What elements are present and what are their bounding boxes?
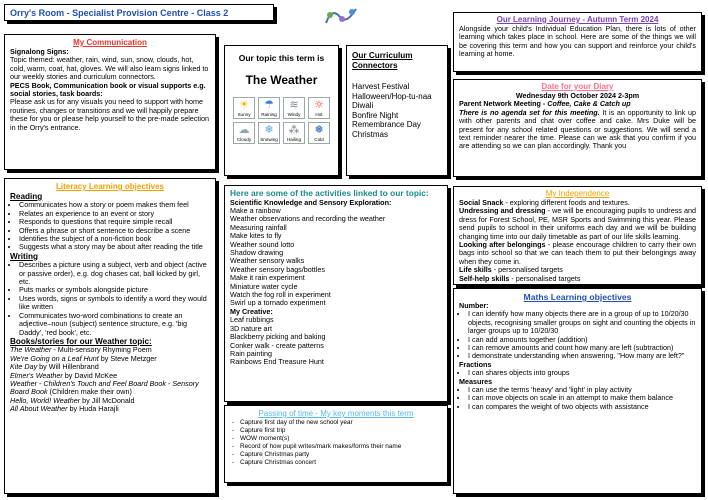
science-activity-item: Watch the fog roll in experiment	[230, 290, 331, 300]
wind-icon: ≋	[289, 98, 299, 111]
weather-symbol	[258, 122, 280, 144]
reading-item: • Responds to questions that require simple recall	[19, 218, 210, 226]
weather-symbol-label: Raining	[261, 112, 277, 117]
writing-item: • Describes a picture using a subject, verb and object (active or passive order), e.g. dog chases cat, ball kicked by girl, etc.	[19, 261, 210, 286]
topic-intro: Our topic this term is	[238, 53, 325, 63]
independence-label: Life skills	[459, 265, 492, 275]
fractions-item: • I can shares objects into groups	[468, 369, 696, 377]
independence-label: Social Snack	[459, 198, 504, 207]
weather-symbol-label: Windy	[287, 112, 301, 117]
science-activity-item: Swirl up a tornado experiment	[230, 298, 326, 308]
cold-icon: ❅	[314, 123, 324, 136]
weather-symbol	[258, 97, 280, 119]
creative-activity-item: Leaf rubbings	[230, 315, 274, 325]
learning-journey-panel	[453, 12, 702, 72]
independence-text: - personalised targets	[491, 265, 563, 275]
science-activity-item: Weather sensory walks	[230, 256, 305, 266]
writing-list	[10, 261, 210, 337]
science-title: Scientific Knowledge and Sensory Exploration:	[230, 197, 392, 207]
writing-title: Writing	[10, 251, 39, 261]
books-title: Books/stories for our Weather topic:	[10, 336, 152, 346]
moments-list	[230, 419, 442, 467]
independence-label: Self-help skills	[459, 273, 510, 283]
communication-panel	[4, 34, 216, 170]
science-activity-item: Make it rain experiment	[230, 273, 305, 283]
weather-symbol	[308, 122, 330, 144]
number-item: • I can add amounts together (addition)	[468, 336, 696, 344]
moments-heading: Passing of time - My key moments this term	[258, 409, 414, 418]
header-illustration	[322, 3, 360, 31]
signalong-title: Signalong Signs:	[10, 47, 69, 56]
connectors-list	[352, 82, 442, 140]
creative-activity-item: Blackberry picking and baking	[230, 332, 326, 342]
book-author: by Jill McDonald	[80, 395, 135, 405]
journey-heading: Our Learning Journey - Autumn Term 2024	[496, 15, 659, 24]
number-item: • I can remove amounts and count how many are left (subtraction)	[468, 344, 696, 352]
independence-label: Looking after belongings	[459, 240, 546, 250]
creative-activity-item: 3D nature art	[230, 323, 272, 333]
independence-label: Undressing and dressing	[459, 206, 546, 216]
pecs-title: PECS Book, Communication book or visual supports e.g. social stories, task boards:	[10, 80, 206, 99]
topic-name: The Weather	[245, 73, 318, 87]
connector-item: Bonfire Night	[352, 110, 399, 120]
page-title: Orry's Room - Specialist Provision Centre - Class 2	[10, 8, 229, 18]
reading-item: • Suggests what a story may be about after reading the title	[19, 243, 210, 251]
diary-agenda: There is no agenda set for this meeting.	[459, 107, 600, 117]
activities-panel	[224, 185, 448, 402]
reading-item: • Offers a phrase or short sentence to describe a scene	[19, 227, 210, 235]
creative-activity-item: Conker walk - create patterns	[230, 340, 324, 350]
book-title: We're Going on a Leaf Hunt	[10, 353, 99, 363]
book-author: by David McKee	[62, 370, 118, 380]
science-activity-item: Measuring rainfall	[230, 222, 287, 232]
connectors-heading: Our Curriculum Connectors	[352, 51, 413, 70]
moment-item: - Capture first day of the new school year	[240, 419, 442, 427]
number-title: Number:	[459, 301, 489, 310]
fractions-title: Fractions	[459, 359, 492, 369]
independence-item	[459, 275, 696, 283]
book-item	[10, 405, 210, 413]
pecs-text: Please ask us for any visuals you need to support with home routines, changes or transitions and we will happily prepare these for you or please help yourself to the pre-made selection in the Orry's entrance.	[10, 97, 209, 132]
book-item	[10, 380, 210, 397]
header-banner	[4, 4, 274, 21]
science-activity-item: Weather sound lotto	[230, 239, 295, 249]
measures-item: • I can compares the weight of two objects with assistance	[468, 403, 696, 411]
independence-heading: My Independence	[545, 189, 610, 198]
moment-item: - Record of how pupil writes/mark makes/forms their name	[240, 443, 442, 451]
diary-event-title: Parent Network Meeting -	[459, 99, 548, 109]
moment-item: - Capture first trip	[240, 427, 442, 435]
connector-item: Harvest Festival	[352, 82, 410, 91]
diary-heading: Date for your Diary	[541, 82, 614, 91]
book-author: by Steve Metzger	[98, 353, 157, 363]
science-activity-item: Shadow drawing	[230, 248, 284, 258]
creative-list	[230, 316, 442, 366]
writing-item: • Uses words, signs or symbols to identify a word they would like written	[19, 295, 210, 312]
diary-date: Wednesday 9th October 2024 2-3pm	[515, 91, 640, 100]
writing-item: • Puts marks or symbols alongside picture	[19, 286, 210, 294]
hot-icon: ☼	[314, 98, 324, 111]
weather-symbol	[283, 97, 305, 119]
literacy-heading: Literacy Learning objectives	[55, 182, 165, 191]
moments-panel	[224, 405, 448, 483]
weather-symbol-label: Hot	[315, 112, 323, 117]
science-activity-item: Make a rainbow	[230, 206, 281, 215]
creative-activity-item: Rainbows End Treasure Hunt	[230, 357, 324, 367]
diary-text: It is an opportunity to link up with other parents and chat over coffee and cake. Mrs Duke will be present for any school related questions or suggestions. We will send a text reminder nearer the time. Please can we ask that you confirm if you are attending so we can plan accordingly. Thank you	[459, 107, 697, 151]
science-list	[230, 207, 442, 308]
reading-item: • Communicates how a story or poem makes them feel	[19, 201, 210, 209]
weather-symbol-label: Sunny	[237, 112, 251, 117]
signalong-text: Topic themed: weather, rain, wind, sun, snow, clouds, hot, cold, warm, coat, hat, gloves. We will also learn signs linked to our weekly stories and curriculum connectors.	[10, 55, 209, 82]
topic-panel	[224, 45, 339, 176]
weather-symbol-label: Snowing	[260, 137, 278, 142]
reading-item: • Relates an experience to an event or story	[19, 210, 210, 218]
book-title: Weather - Children's Touch and Feel Board Book - Sensory Board Book	[10, 378, 199, 397]
moment-item: - Capture Christmas party	[240, 451, 442, 459]
independence-list	[459, 199, 696, 283]
science-activity-item: Make kites to fly	[230, 231, 282, 241]
diary-body	[459, 100, 696, 150]
literacy-panel	[4, 178, 216, 494]
rain-icon: ☂	[264, 98, 274, 111]
creative-activity-item: Rain painting	[230, 348, 272, 358]
weather-symbol-label: Cloudy	[236, 137, 252, 142]
book-title: Elmer's Weather	[10, 370, 63, 380]
number-item: • I demonstrate understanding when answering, "How many are left?"	[468, 352, 696, 360]
snow-icon: ❄	[264, 123, 274, 136]
book-title: Kite Day	[10, 362, 38, 372]
maths-heading: Maths Learning objectives	[523, 292, 632, 302]
book-title: All About Weather	[10, 404, 68, 414]
fractions-list	[459, 369, 696, 377]
weather-symbol	[308, 97, 330, 119]
weather-symbol	[233, 97, 255, 119]
independence-panel	[453, 186, 702, 285]
book-author: by Will Hillenbrand	[37, 362, 99, 372]
science-activity-item: Weather sensory bags/bottles	[230, 264, 325, 274]
reading-title: Reading	[10, 192, 43, 201]
book-title: Hello, World! Weather	[10, 395, 81, 405]
book-author: - Multi-sensory Rhyming Poem	[51, 345, 152, 355]
science-activity-item: Weather observations and recording the weather	[230, 214, 386, 224]
independence-text: - please encourage children to carry their own bags into school so that we can teach them to put their belongings away when they come in.	[459, 240, 696, 266]
writing-item: • Communicates two-word combinations to create an adjective–noun (subject) sentence structure, e.g. 'big Daddy', 'red book', etc.	[19, 312, 210, 337]
measures-item: • I can move objects on scale in an attempt to make them balance	[468, 394, 696, 402]
communication-heading: My Communication	[73, 38, 147, 47]
weather-symbol-grid	[229, 97, 334, 144]
science-activity-item: Miniature water cycle	[230, 281, 298, 291]
hail-icon: ⁂	[288, 123, 300, 136]
reading-list	[10, 201, 210, 251]
independence-item	[459, 207, 696, 241]
activities-heading: Here are some of the activities linked to our topic:	[230, 188, 429, 198]
book-author: by Huda Harajli	[67, 404, 119, 414]
moment-item: - Capture Christmas concert	[240, 459, 442, 467]
book-title: The Weather	[10, 345, 52, 355]
independence-text: - we will be encouraging pupils to undress and dress for Forest School, PE, MSR Sports and Swimming this year. Please send pupils to school in their uniforms each day and we will be building changing time into our daily timetable as part of our life skills learning.	[459, 206, 696, 241]
connectors-panel	[346, 45, 448, 176]
journey-text: Alongside your child's Individual Education Plan, there is lots of other learning which takes place in school. Here are some of the things we will be covering this term and how you can support and reinforce your child's learning at home.	[459, 24, 696, 59]
book-author: (Children make their own)	[47, 387, 132, 397]
sun-icon: ☀	[239, 98, 249, 111]
diary-event-sub: Coffee, Cake & Catch up	[547, 99, 631, 109]
weather-symbol-label: Hailing	[286, 137, 302, 142]
connector-item: Remembrance Day	[352, 120, 421, 130]
connector-item: Diwali	[352, 101, 374, 111]
independence-text: - exploring different foods and textures.	[503, 198, 630, 207]
reading-item: • Identifies the subject of a non-fiction book	[19, 235, 210, 243]
measures-title: Measures	[459, 376, 493, 386]
cloud-icon: ☁	[238, 123, 250, 136]
measures-item: • I can use the terms 'heavy' and 'light' in play activity	[468, 386, 696, 394]
weather-symbol	[283, 122, 305, 144]
books-list	[10, 346, 210, 413]
creative-title: My Creative:	[230, 306, 273, 316]
connector-item: Christmas	[352, 129, 389, 139]
independence-text: - personalised targets	[509, 273, 581, 283]
weather-symbol	[233, 122, 255, 144]
number-item: • I can identify how many objects there are in a group of up to 10/20/30 objects, recognising smaller groups on sight and counting the objects in larger groups up to 10/20/30	[468, 310, 696, 335]
weather-symbol-label: Cold	[314, 137, 324, 142]
diary-panel	[453, 79, 702, 177]
independence-item	[459, 241, 696, 266]
maths-panel	[453, 288, 702, 494]
connector-item: Halloween/Hop-tu-naa	[352, 91, 432, 101]
number-list	[459, 310, 696, 360]
measures-list	[459, 386, 696, 411]
moment-item: - WOW moment(s)	[240, 435, 442, 443]
